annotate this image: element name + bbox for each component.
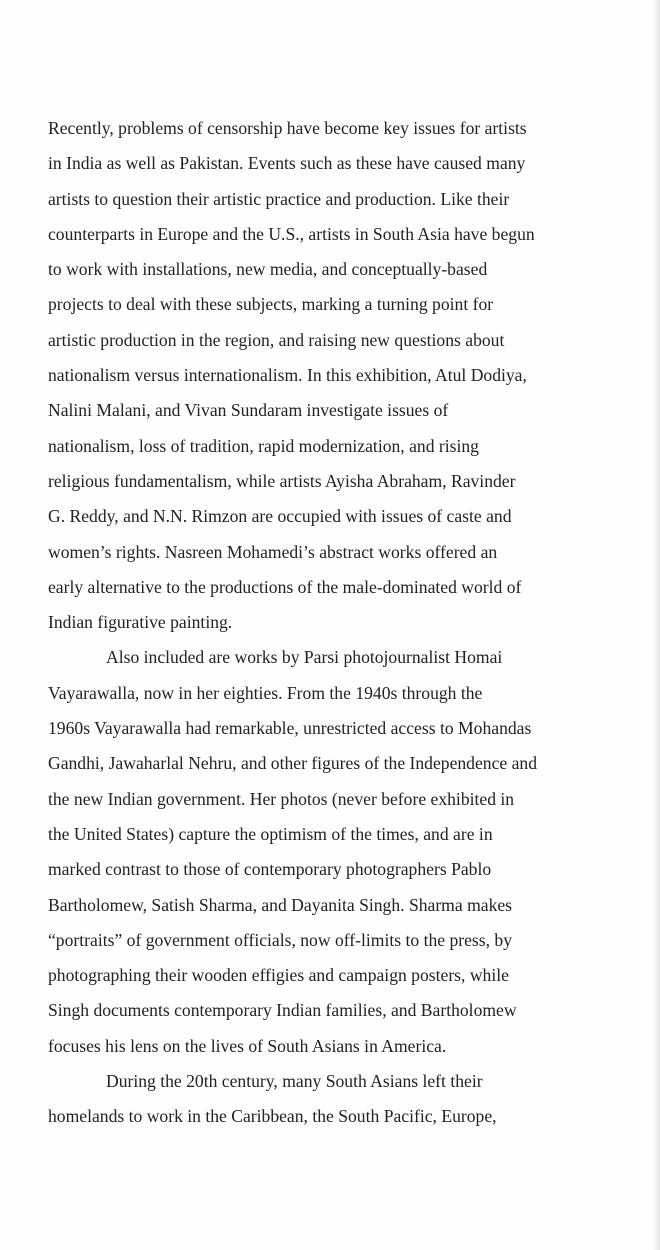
text-line: homelands to work in the Caribbean, the South Pacific, Europe, (48, 1106, 497, 1127)
text-line: Recently, problems of censorship have become key issues for artists (48, 118, 527, 138)
text-line: focuses his lens on the lives of South Asians in America. (48, 1035, 447, 1056)
text-line: Also included are works by Parsi photojournalist Homai (106, 647, 503, 668)
text-line: “portraits” of government officials, now off-limits to the press, by (48, 929, 513, 950)
text-line: to work with installations, new media, and conceptually-based (48, 259, 488, 280)
text-line: the new Indian government. Her photos (never before exhibited in (48, 788, 515, 809)
paragraph (48, 111, 598, 640)
text-line: the United States) capture the optimism of the times, and are in (48, 823, 493, 844)
text-line: marked contrast to those of contemporary photographers Pablo (48, 859, 492, 880)
text-line: Nalini Malani, and Vivan Sundaram investigate issues of (48, 400, 449, 421)
body-text (48, 111, 598, 1135)
text-line: Bartholomew, Satish Sharma, and Dayanita Singh. Sharma makes (48, 894, 513, 915)
paragraph (48, 640, 598, 1064)
text-line: nationalism, loss of tradition, rapid modernization, and rising (48, 435, 479, 456)
text-line: 1960s Vayarawalla had remarkable, unrestricted access to Mohandas (48, 718, 532, 739)
text-line: Singh documents contemporary Indian families, and Bartholomew (48, 1000, 517, 1021)
text-line: early alternative to the productions of the male-dominated world of (48, 576, 522, 597)
text-line: Indian figurative painting. (48, 612, 233, 633)
text-line: artistic production in the region, and raising new questions about (48, 329, 505, 350)
text-line: artists to question their artistic practice and production. Like their (48, 188, 510, 209)
text-line: Vayarawalla, now in her eighties. From the 1940s through the (48, 682, 483, 703)
text-line: in India as well as Pakistan. Events such as these have caused many (48, 153, 526, 174)
paragraph (48, 1064, 598, 1135)
text-line: women’s rights. Nasreen Mohamedi’s abstract works offered an (48, 541, 498, 562)
text-line: photographing their wooden effigies and campaign posters, while (48, 965, 509, 986)
text-line: religious fundamentalism, while artists Ayisha Abraham, Ravinder (48, 470, 516, 491)
text-line: nationalism versus internationalism. In this exhibition, Atul Dodiya, (48, 365, 527, 386)
text-line: G. Reddy, and N.N. Rimzon are occupied with issues of caste and (48, 506, 512, 527)
page-edge-shadow (652, 0, 660, 1250)
text-line: During the 20th century, many South Asians left their (106, 1071, 483, 1092)
text-line: projects to deal with these subjects, marking a turning point for (48, 294, 494, 315)
text-line: counterparts in Europe and the U.S., artists in South Asia have begun (48, 223, 535, 244)
text-line: Gandhi, Jawaharlal Nehru, and other figures of the Independence and (48, 753, 538, 774)
